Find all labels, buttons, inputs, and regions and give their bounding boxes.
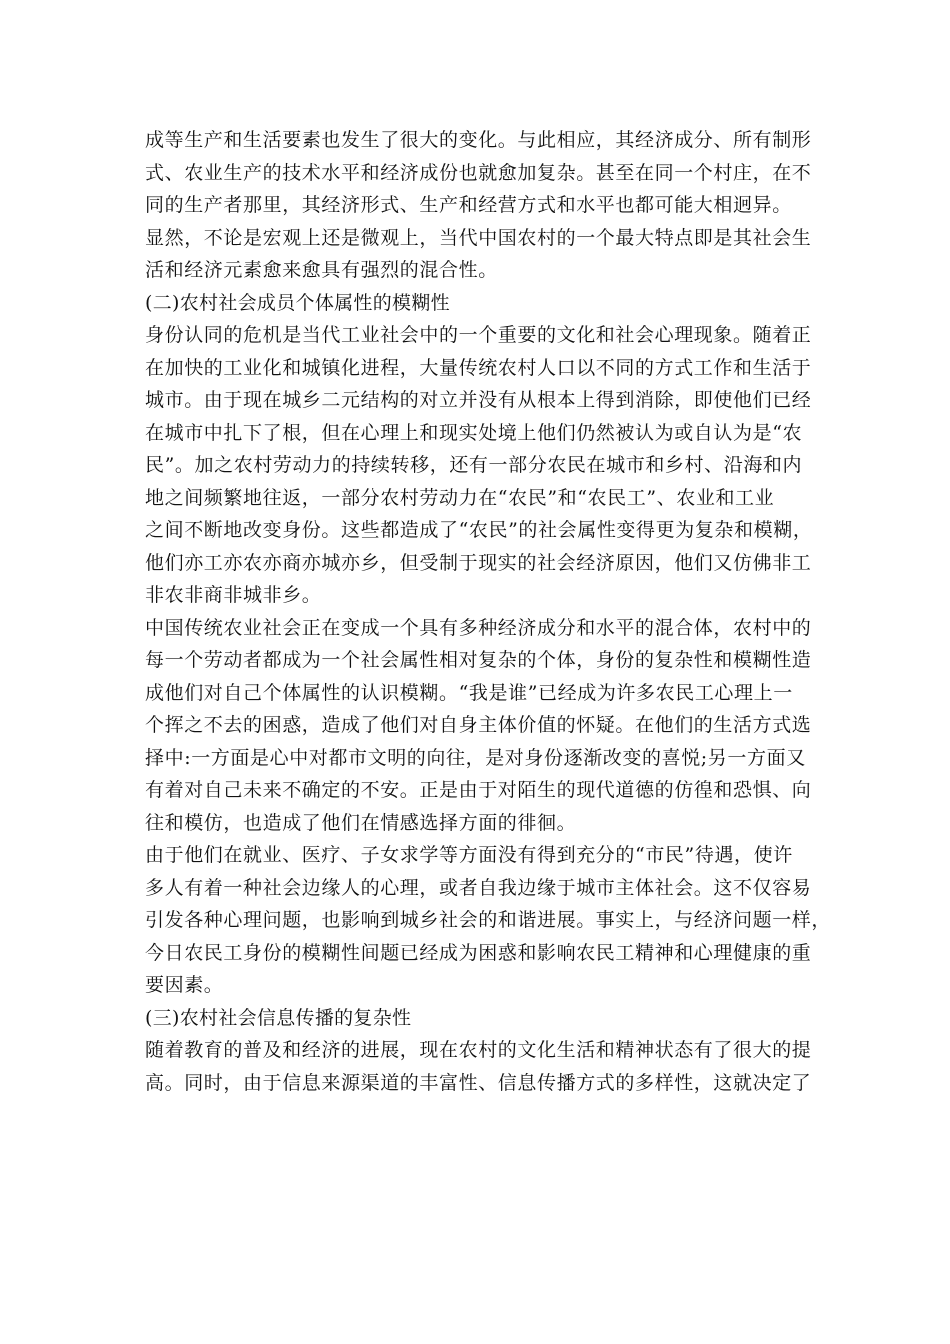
text-line: 式、农业生产的技术水平和经济成份也就愈加复杂。甚至在同一个村庄，在不 [145, 161, 812, 184]
text-line: 有着对自己未来不确定的不安。正是由于对陌生的现代道德的仿徨和恐惧、向 [145, 779, 812, 801]
text-line: 成他们对自己个体属性的认识模糊。“我是谁”已经成为许多农民工心理上一 [145, 681, 793, 704]
text-line: 中国传统农业社会正在变成一个具有多种经济成分和水平的混合体，农村中的 [145, 616, 812, 639]
text-line: 身份认同的危机是当代工业社会中的一个重要的文化和社会心理现象。随着正 [145, 324, 812, 346]
text-line: 随着教育的普及和经济的进展，现在农村的文化生活和精神状态有了很大的提 [145, 1039, 812, 1061]
text-line: 由于他们在就业、医疗、子女求学等方面没有得到充分的“市民”待遇，使许 [145, 844, 793, 866]
text-line: 个挥之不去的困惑，造成了他们对自身主体价值的怀疑。在他们的生活方式选 [145, 714, 812, 736]
document-body [145, 124, 832, 1099]
text-line: 显然，不论是宏观上还是微观上，当代中国农村的一个最大特点即是其社会生 [145, 226, 812, 249]
text-line: 成等生产和生活要素也发生了很大的变化。与此相应，其经济成分、所有制形 [145, 129, 812, 151]
text-line: 活和经济元素愈来愈具有强烈的混合性。 [145, 259, 498, 281]
text-line: 民”。加之农村劳动力的持续转移，还有一部分农民在城市和乡村、沿海和内 [145, 454, 803, 476]
section-heading: (三)农村社会信息传播的复杂性 [145, 1006, 412, 1029]
text-line: 之间不断地改变身份。这些都造成了“农民”的社会属性变得更为复杂和模糊， [145, 519, 813, 541]
text-line: 城市。由于现在城乡二元结构的对立并没有从根本上得到消除，即使他们已经 [145, 389, 812, 411]
text-line: 择中:一方面是心中对都市文明的向往，是对身份逐渐改变的喜悦;另一方面又 [145, 746, 806, 769]
text-line: 多人有着一种社会边缘人的心理，或者自我边缘于城市主体社会。这不仅容易 [145, 876, 812, 899]
text-line: 要因素。 [145, 974, 224, 996]
text-line: 他们亦工亦农亦商亦城亦乡，但受制于现实的社会经济原因，他们又仿佛非工 [145, 551, 812, 574]
text-line: 引发各种心理问题，也影响到城乡社会的和谐进展。事实上，与经济问题一样， [145, 909, 832, 931]
text-line: 今日农民工身份的模糊性间题已经成为困惑和影响农民工精神和心理健康的重 [145, 941, 812, 964]
text-line: 地之间频繁地往返，一部分农村劳动力在“农民”和“农民工”、农业和工业 [145, 486, 775, 509]
text-line: 往和模仿，也造成了他们在情感选择方面的徘徊。 [145, 811, 577, 834]
text-line: 高。同时，由于信息来源渠道的丰富性、信息传播方式的多样性，这就决定了 [145, 1071, 812, 1094]
text-line: 同的生产者那里，其经济形式、生产和经营方式和水平也都可能大相迥异。 [145, 194, 792, 216]
text-line: 在加快的工业化和城镇化进程，大量传统农村人口以不同的方式工作和生活于 [145, 356, 812, 379]
text-line: 在城市中扎下了根，但在心理上和现实处境上他们仍然被认为或自认为是“农 [145, 421, 803, 444]
text-line: 每一个劳动者都成为一个社会属性相对复杂的个体，身份的复杂性和模糊性造 [145, 649, 812, 671]
section-heading: (二)农村社会成员个体属性的模糊性 [145, 291, 450, 314]
text-line: 非农非商非城非乡。 [145, 584, 322, 606]
